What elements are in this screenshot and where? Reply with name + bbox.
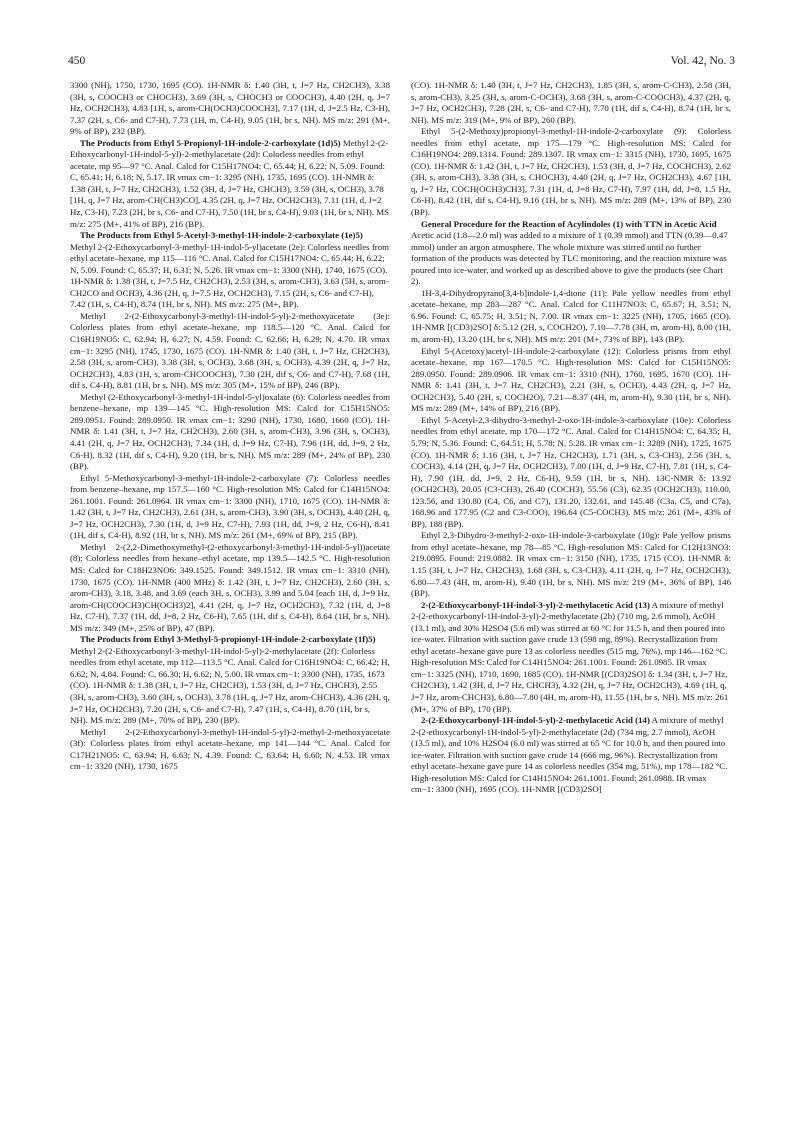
left-column [70, 80, 390, 773]
paragraph: (CO). 1H-NMR δ: 1.40 (3H, t, J=7 Hz, CH2CH3), 1.85 (3H, s, arom-C-CH3), 2.58 (3H, s, arom-CH3), 3.25 (3H, s, arom-C-OCH3), 3.68 (3H, s, arom-C-COOCH3), 4.37 (2H, q, J=7 Hz, OCH2CH3), 7.28 (2H, s, C6- and C7-H), 7.70 (1H, dif s, C4-H), 8.74 (1H, br s, NH). MS m/z: 319 (M+, 9% of BP), 260 (BP). [411, 80, 731, 125]
right-column [411, 80, 731, 796]
paragraph: Ethyl 5-Methoxycarbonyl-3-methyl-1H-indole-2-carboxylate (7): Colorless needles from benzene–hexane, mp 157.5—160 °C. High-resolution MS: Calcd for C14H15NO4: 261.1001. Found: 261.0964. IR νmax cm−1: 3300 (NH), 1710, 1675 (CO). 1H-NMR δ: 1.42 (3H, t, J=7 Hz, CH2CH3), 2.61 (3H, s, arom-CH3), 3.90 (3H, s, OCH3), 4.40 (2H, q, J=7 Hz, OCH2CH3), 7.30 (1H, d, J=9 Hz, C7-H), 7.93 (1H, dd, J=9, 2 Hz, C6-H), 8.41 (1H, dif s, C4-H), 8.92 (1H, br s, NH). MS m/z: 261 (M+, 69% of BP), 215 (BP). [70, 472, 390, 541]
section-paragraph: 2-(2-Ethoxycarbonyl-1H-indol-5-yl)-2-methylacetic Acid (14) A mixture of methyl 2-(2-ethoxycarbonyl-1H-indol-5-yl)-2-methylacetate (2d) (734 mg, 2.7 mmol), AcOH (13.5 ml), and 10% H2SO4 (6.0 ml) was stirred at 65 °C for 10.0 h, and then poured into ice-water. Filtration with suction gave crude 14 (666 mg, 96%). Recrystallization from ethyl acetate–hexane gave pure 14 as colorless needles (354 mg, 51%), mp 178—182 °C. High-resolution MS: Calcd for C14H15NO4: 261.1001. Found: 261.0988. IR νmax cm−1: 3300 (NH), 1695 (CO). 1H-NMR [(CD3)2SO] [411, 715, 728, 795]
section-paragraph: The Products from Ethyl 3-Methyl-5-propionyl-1H-indole-2-carboxylate (1f)5) Methyl 2-(2-Ethoxycarbonyl-3-methyl-1H-indol-5-yl)-2-methylacetate (2f): Colorless needles from ethyl acetate, mp 112—113.5 °C. Anal. Calcd for C16H19NO4: C, 66.42; H, 6.62; N, 4.84. Found: C, 66.30; H, 6.62; N, 5.00. IR νmax cm−1: 3300 (NH), 1735, 1673 (CO). 1H-NMR δ: 1.38 (3H, t, J=7 Hz, CH2CH3), 1.53 (3H, d, J=7 Hz, CHCH3), 2.55 (3H, s, arom-CH3), 3.60 (3H, s, OCH3), 3.78 (1H, q, J=7 Hz, arom-CHCH3), 4.36 (2H, q, J=7 Hz, OCH2CH3), 7.20 (2H, s, C6- and C7-H), 7.47 (1H, s, C4-H), 8.70 (1H, br s, NH). MS m/z: 289 (M+, 70% of BP), 230 (BP). [70, 634, 390, 726]
paragraph: Ethyl 5-(2-Methoxy)propionyl-3-methyl-1H-indole-2-carboxylate (9): Colorless needles from ethyl acetate, mp 175—179 °C. High-resolution MS: Calcd for C16H19NO4: 289.1314. Found: 289.1307. IR νmax cm−1: 3315 (NH), 1730, 1695, 1675 (CO). 1H-NMR δ: 1.42 (3H, t, J=7 Hz, CH2CH3), 1.53 (3H, d, J=7 Hz, COCHCH3), 2.62 (3H, s, arom-CH3), 3.38 (3H, s, CHOCH3), 4.40 (2H, q, J=7 Hz, OCH2CH3), 4.67 [1H, q, J=7 Hz, COCH(OCH3)CH3], 7.31 (1H, d, J=8 Hz, C7-H), 7.97 (1H, dd, J=8, 1.5 Hz, C6-H), 8.42 (1H, dif s, C4-H), 9.16 (1H, br s, NH). MS m/z: 289 (M+, 13% of BP), 230 (BP). [411, 126, 731, 218]
section-paragraph: The Products from Ethyl 5-Propionyl-1H-indole-2-carboxylate (1d)5) Methyl 2-(2-Ethoxycarbonyl-1H-indol-5-yl)-2-methylacetate (2d): Colorless needles from ethyl acetate, mp 95—97 °C. Anal. Calcd for C15H17NO4: C, 65.44; H, 6.22; N, 5.09. Found: C, 65.41; H, 6.18; N, 5.17. IR νmax cm−1: 3295 (NH), 1735, 1695 (CO). 1H-NMR δ: 1.38 (3H, t, J=7 Hz, CH2CH3), 1.52 (3H, d, J=7 Hz, CHCH3), 3.59 (3H, s, OCH3), 3.78 [1H, q, J=7 Hz, arom-CH(CH3)CO], 4.35 (2H, q, J=7 Hz, OCH2CH3), 7.11 (1H, d, J=2 Hz, C3-H), 7.23 (2H, br s, C6- and C7-H), 7.50 (1H, br s, C4-H), 9.03 (1H, br s, NH). MS m/z: 275 (M+, 41% of BP), 216 (BP). [70, 137, 390, 229]
paragraph: Methyl 2-(2-Ethoxycarbonyl-3-methyl-1H-indol-5-yl)-2-methyl-2-methoxyacetate (3f): Colorless plates from ethyl acetate–hexane, mp 141—144 °C. Anal. Calcd for C17H21NO5: C, 63.94; H, 6.63; N, 4.39. Found: C, 63.64; H, 6.60; N, 4.53. IR νmax cm−1: 3320 (NH), 1730, 1675 [70, 726, 390, 772]
page-number: 450 [68, 55, 86, 67]
section-heading: The Products from Ethyl 5-Acetyl-3-methyl-1H-indole-2-carboxylate (1e)5) [80, 230, 363, 241]
paragraph: Ethyl 5-(Acetoxy)acetyl-1H-indole-2-carboxylate (12): Colorless prisms from ethyl acetate–hexane, mp 167—170.5 °C. High-resolution MS: Calcd for C15H15NO5: 289.0950. Found: 289.0906. IR νmax cm−1: 3310 (NH), 1760, 1695, 1670 (CO). 1H-NMR δ: 1.41 (3H, t, J=7 Hz, CH2CH3), 2.21 (3H, s, OCH3), 4.43 (2H, q, J=7 Hz, OCH2CH3), 5.40 (2H, s, COCH2O), 7.21—8.37 (4H, m, arom-H), 9.30 (1H, br s, NH). MS m/z: 289 (M+, 14% of BP), 216 (BP). [411, 345, 731, 414]
paragraph: Ethyl 2,3-Dihydro-3-methyl-2-oxo-1H-indole-3-carboxylate (10g): Pale yellow prisms from ethyl acetate–hexane, mp 78—85 °C. High-resolution MS: Calcd for C12H13NO3: 219.0895. Found: 219.0882. IR νmax cm−1: 3150 (NH), 1735, 1715 (CO). 1H-NMR δ: 1.15 (3H, t, J=7 Hz, CH2CH3), 1.68 (3H, s, C3-CH3), 4.11 (2H, q, J=7 Hz, OCH2CH3), 6.80—7.43 (4H, m, arom-H), 9.40 (1H, br s, NH). MS m/z: 219 (M+, 36% of BP), 146 (BP). [411, 530, 731, 599]
section-heading: 2-(2-Ethoxycarbonyl-1H-indol-5-yl)-2-methylacetic Acid (14) [421, 715, 650, 726]
paragraph: Ethyl 5-Acetyl-2,3-dihydro-3-methyl-2-oxo-1H-indole-3-carboxylate (10e): Colorless needles from ethyl acetate, mp 170—172 °C. Anal. Calcd for C14H15NO4: C, 64.35; H, 5.79; N, 5.36. Found: C, 64.51; H, 5.78; N, 5.28. IR νmax cm−1: 3289 (NH), 1725, 1675 (CO). 1H-NMR δ: 1.16 (3H, t, J=7 Hz, CH2CH3), 1.71 (3H, s, C3-CH3), 2.56 (3H, s, COCH3), 4.14 (2H, q, J=7 Hz, OCH2CH3), 7.00 (1H, d, J=9 Hz, C7-H), 7.81 (1H, s, C4-H), 7.90 (1H, dd, J=9, 2 Hz, C6-H), 9.59 (1H, br s, NH). 13C-NMR δ: 13.92 (OCH2CH3), 20.05 (C3-CH3), 26.40 (COCH3), 55.56 (C3), 62.35 (OCH2CH3), 110.00, 123.56, and 130.80 (C4, C6, and C7), 131.20, 132.61, and 145.48 (C3a, C5, and C7a), 168.96 and 177.95 (C2 and C3-COO), 196.64 (C5-COCH3). MS m/z: 261 (M+, 43% of BP), 188 (BP). [411, 414, 731, 529]
paragraph: Methyl 2-(2,2-Dimethoxymethyl-(2-ethoxycarbonyl-3-methyl-1H-indol-5-yl))acetate (8): Colorless needles from hexane–ethyl acetate, mp 139.5—142.5 °C. High-resolution MS: Calcd for C18H23NO6: 349.1525. Found: 349.1512. IR νmax cm−1: 3310 (NH), 1730, 1675 (CO). 1H-NMR (400 MHz) δ: 1.42 (3H, t, J=7 Hz, CH2CH3), 2.60 (3H, s, arom-CH3), 3.18, 3.48, and 3.69 (each 3H, s, OCH3), 3.99 and 5.04 [each 1H, d, J=9 Hz, arom-CH(COOCH3)CH(OCH3)2], 4.41 (2H, q, J=7 Hz, OCH2CH3), 7.32 (1H, d, J=8 Hz, C7-H), 7.37 (1H, dd, J=8, 2 Hz, C6-H), 7.65 (1H, dif s, C4-H), 8.64 (1H, br s, NH). MS m/z: 349 (M+, 25% of BP), 47 (BP). [70, 541, 390, 633]
section-heading: 2-(2-Ethoxycarbonyl-1H-indol-3-yl)-2-methylacetic Acid (13) [421, 599, 650, 610]
section-heading: General Procedure for the Reaction of Acylindoles (1) with TTN in Acetic Acid [421, 218, 717, 229]
section-paragraph: The Products from Ethyl 5-Acetyl-3-methyl-1H-indole-2-carboxylate (1e)5) Methyl 2-(2-Ethoxycarbonyl-3-methyl-1H-indol-5-yl)acetate (2e): Colorless needles from ethyl acetate–hexane, mp 115—116 °C. Anal. Calcd for C15H17NO4: C, 65.44; H, 6.22; N, 5.09. Found: C, 65.37; H, 6.31; N, 5.26. IR νmax cm−1: 3300 (NH), 1740, 1675 (CO). 1H-NMR δ: 1.38 (3H, t, J=7.5 Hz, CH2CH3), 2.53 (3H, s, arom-CH3), 3.63 (5H, s, arom-CH2CO and OCH3), 4.36 (2H, q, J=7.5 Hz, OCH2CH3), 7.15 (2H, s, C6- and C7-H), 7.42 (1H, s, C4-H), 8.74 (1H, br s, NH). MS m/z: 275 (M+, BP). [70, 230, 390, 310]
paragraph: Methyl 2-(2-Ethoxycarbonyl-3-methyl-1H-indol-5-yl)-2-methoxyacetate (3e): Colorless plates from ethyl acetate–hexane, mp 118.5—120 °C. Anal. Calcd for C16H19NO5: C, 62.94; H, 6.27; N, 4.59. Found: C, 62.66; H, 6.29; N, 4.70. IR νmax cm−1: 3295 (NH), 1745, 1730, 1675 (CO). 1H-NMR δ: 1.40 (3H, t, J=7 Hz, CH2CH3), 2.58 (3H, s, arom-CH3), 3.38 (3H, s, OCH3), 3.68 (3H, s, OCH3), 4.39 (2H, q, J=7 Hz, OCH2CH3), 4.83 (1H, s, arom-CHCOOCH3), 7.30 (2H, dif s, C6- and C7-H), 7.68 (1H, dif s, C4-H), 8.81 (1H, br s, NH). MS m/z: 305 (M+, 15% of BP), 246 (BP). [70, 310, 390, 391]
paragraph: Methyl (2-Ethoxycarbonyl-3-methyl-1H-indol-5-yl)oxalate (6): Colorless needles from benzene–hexane, mp 139—145 °C. High-resolution MS: Calcd for C15H15NO5: 289.0951. Found: 289.0950. IR νmax cm−1: 3290 (NH), 1730, 1680, 1660 (CO). 1H-NMR δ: 1.41 (3H, t, J=7 Hz, CH2CH3), 2.60 (3H, s, arom-CH3), 3.96 (3H, s, OCH3), 4.41 (2H, q, J=7 Hz, OCH2CH3), 7.34 (1H, d, J=9 Hz, C7-H), 7.96 (1H, dd, J=9, 2 Hz, C6-H), 8.32 (1H, dif s, C4-H), 9.20 (1H, br s, NH). MS m/z: 289 (M+, 24% of BP), 230 (BP). [70, 391, 390, 472]
page-header [68, 55, 735, 71]
section-paragraph: General Procedure for the Reaction of Acylindoles (1) with TTN in Acetic Acid Acetic acid (1.8—2.0 ml) was added to a mixture of 1 (0.39 mmol) and TTN (0.39—0.47 mmol) under an argon atmosphere. The whole mixture was stirred until no further formation of the products was detected by TLC monitoring, and the reaction mixture was poured into ice-water, and worked up as described above to give the products (see Chart 2). [411, 218, 728, 287]
section-heading: The Products from Ethyl 5-Propionyl-1H-indole-2-carboxylate (1d)5) [80, 137, 341, 148]
paragraph: 1H-3,4-Dihydropyrano[3,4-b]indole-1,4-dione (11): Pale yellow needles from ethyl acetate–hexane, mp 283—287 °C. Anal. Calcd for C11H7NO3: C, 65.67; H, 3.51; N, 6.96. Found: C, 65.75; H, 3.51; N, 7.00. IR νmax cm−1: 3225 (NH), 1705, 1665 (CO). 1H-NMR [(CD3)2SO] δ: 5.12 (2H, s, COCH2O), 7.10—7.78 (3H, m, arom-H), 8.00 (1H, m, arom-H), 13.20 (1H, br s, NH). MS m/z: 201 (M+, 73% of BP), 143 (BP). [411, 287, 731, 345]
section-paragraph: 2-(2-Ethoxycarbonyl-1H-indol-3-yl)-2-methylacetic Acid (13) A mixture of methyl 2-(2-ethoxycarbonyl-1H-indol-3-yl)-2-methylacetate (2b) (710 mg, 2.6 mmol), AcOH (13.1 ml), and 30% H2SO4 (5.6 ml) was stirred at 60 °C for 11.5 h, and then poured into ice-water. Filtration with suction gave crude 13 (598 mg, 89%). Recrystallization from ethyl acetate–hexane gave pure 13 as colorless needles (515 mg, 76%), mp 146—162 °C. High-resolution MS: Calcd for C14H15NO4: 261.1001. Found: 261.0985. IR νmax cm−1: 3325 (NH), 1710, 1690, 1685 (CO). 1H-NMR [(CD3)2SO] δ: 1.34 (3H, t, J=7 Hz, CH2CH3), 1.42 (3H, d, J=7 Hz, CHCH3), 4.32 (2H, q, J=7 Hz, OCH2CH3), 4.69 (1H, q, J=7 Hz, arom-CHCH3), 6.80—7.80 (4H, m, arom-H), 11.55 (1H, br s, NH). MS m/z: 261 (M+, 37% of BP), 170 (BP). [411, 599, 729, 714]
journal-volume: Vol. 42, No. 3 [670, 55, 735, 67]
paragraph: 3300 (NH), 1750, 1730, 1695 (CO). 1H-NMR δ: 1.40 (3H, t, J=7 Hz, CH2CH3), 3.38 (3H, s, COOCH3 or CHOCH3), 3.69 (3H, s, CHOCH3 or COOCH3), 4.40 (2H, q, J=7 Hz, OCH2CH3), 4.83 [1H, s, arom-CH(OCH3)COOCH3], 7.17 (1H, d, J=2.5 Hz, C3-H), 7.37 (2H, s, C6- and C7-H), 7.73 (1H, m, C4-H), 9.05 (1H, br s, NH). MS m/z: 291 (M+, 9% of BP), 232 (BP). [70, 80, 390, 137]
section-heading: The Products from Ethyl 3-Methyl-5-propionyl-1H-indole-2-carboxylate (1f)5) [80, 634, 376, 645]
